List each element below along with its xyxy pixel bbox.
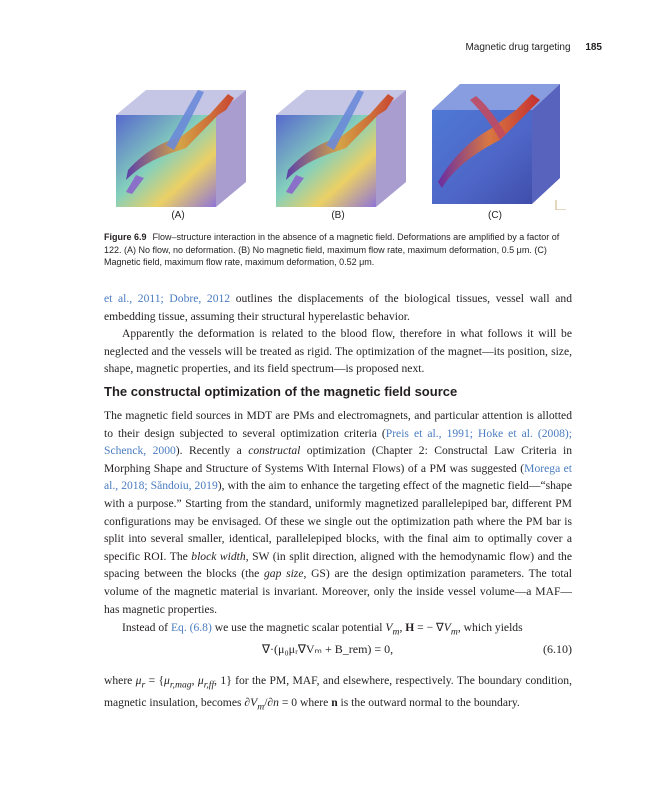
panel-label-a: (A) [171, 210, 185, 221]
running-title: Magnetic drug targeting [465, 42, 571, 53]
caption-text: Flow–structure interaction in the absence of a magnetic field. Deformations are amplified by a factor of 122. (A) No flow, no deformation. (B) No magnetic field, maximum flow rate, maximum deformation, 0.5 μm. (C) Magnetic field, maximum flow rate, maximum deformation, 0.52 μm. [104, 232, 560, 267]
citation-link[interactable]: Preis et al., 1991; Hoke et al. (2008); Schenck, 2000 [104, 426, 573, 458]
equation-6-10 [104, 642, 572, 662]
paragraph-5: where $\mu_r = \{\mu_{r,mag}$, $\mu_{r,ff}$, 1} for the PM, MAF, and elsewhere, respectively. The boundary condition, magnetic insulation, becomes $\partial V_m/\partial n = 0$ where n is the outward normal to the boundary. [104, 674, 573, 713]
figure-number: Figure 6.9 [104, 232, 147, 242]
figure-6-9 [106, 70, 570, 230]
panel-label-b: (B) [331, 210, 345, 221]
figure-panel-b-image [266, 70, 410, 210]
citation-link[interactable]: Morega et al., 2018; Săndoiu, 2019 [104, 461, 573, 493]
paragraph-1: et al., 2011; Dobre, 2012 outlines the displacements of the biological tissues, vessel wall and embedding tissue, assuming their structural hyperelastic behavior. [104, 292, 572, 323]
paragraph-3: The magnetic field sources in MDT are PMs and electromagnets, and particular attention is allotted to their design subjected to several optimization criteria (Preis et al., 1991; Hoke et al. (2008); Schenck, 2000). Recently a constructal optimization (Chapter 2: Constructal Law Criteria in Morphing Shape and Structure of Systems With Internal Flows) of a PM was suggested (Morega et al., 2018; Săndoiu, 2019), with the aim to enhance the targeting effect of the magnetic field—“shape with a purpose.” Starting from the standard, uniformly magnetized parallelepiped bar, different PM configurations may be envisaged. Of these we single out the optimization path where the PM bar is split into several smaller, identical, parallelepiped blocks, with the final aim to optimally cover a specific ROI. The block width, SW (in split direction, aligned with the hemodynamic flow) and the spacing between the blocks (the gap size, GS) are the design optimization parameters. The total volume of the magnetic material is invariant. Moreover, only the inside vessel volume—a MAF—has magnetic properties. [104, 409, 573, 616]
citation-link[interactable]: et al., 2011; Dobre, 2012 [104, 292, 231, 305]
paragraph-4: Instead of Eq. (6.8) we use the magnetic scalar potential $V_m$, H = − $\nabla V_m$, which yields [122, 621, 523, 638]
figure-panel-a-image [106, 70, 250, 210]
section-heading: The constructal optimization of the magnetic field source [104, 384, 458, 399]
page-number: 185 [585, 42, 602, 53]
panel-label-c: (C) [488, 210, 502, 221]
equation-number: (6.10) [543, 642, 572, 656]
figure-panel-c-image [420, 70, 570, 210]
running-head [0, 42, 602, 53]
figure-caption [104, 231, 574, 269]
equation-expression: ∇·(μ₀μᵣ∇Vₘ + B_rem) = 0, [262, 642, 394, 656]
equation-link[interactable]: Eq. (6.8) [170, 621, 212, 634]
paragraph-2: Apparently the deformation is related to the blood flow, therefore in what follows it will be neglected and the vessels will be treated as rigid. The optimization of the magnet—its position, size, shape, magnetic properties, and its field spectrum—is proposed next. [104, 327, 572, 376]
